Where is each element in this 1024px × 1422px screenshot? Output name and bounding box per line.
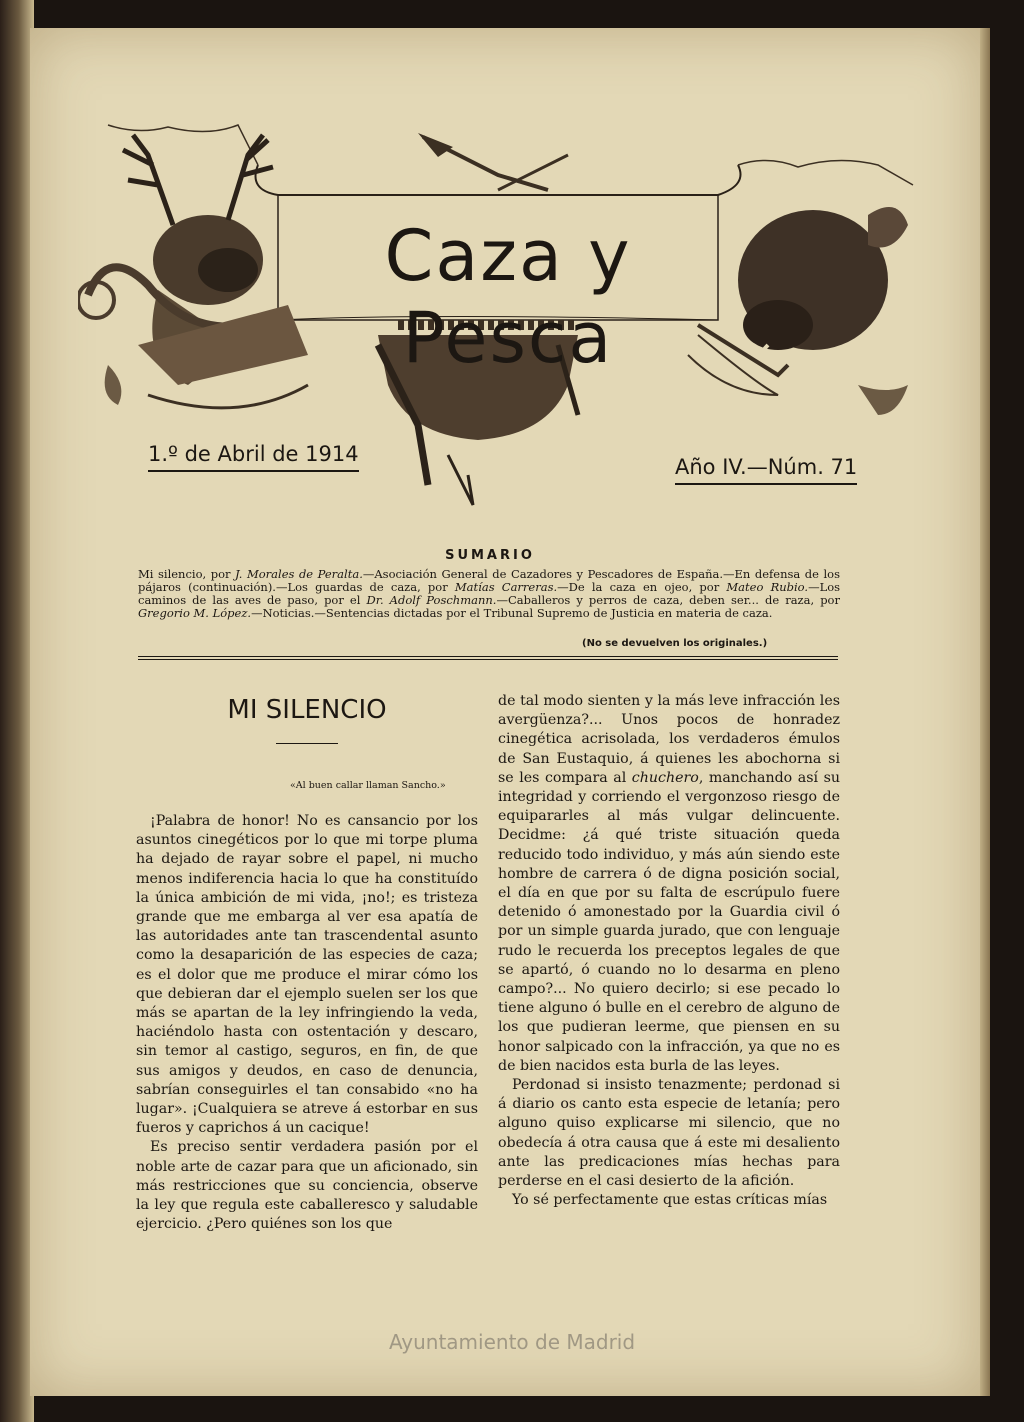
article-paragraph: Es preciso sentir verdadera pasión por el noble arte de cazar para que un aficionado, sin más restricciones que su conciencia, observe la ley que regula este caballeresco y saludable ejercicio. ¿Pero quiénes son los que (136, 1139, 478, 1233)
text-run: de tal modo sienten y la más leve infracción les avergüenza?... Unos pocos de honradez cinegética acrisolada, los verdaderos émulos de San Eustaquio, á quienes les abochorna si se les compara al (498, 693, 840, 786)
text-run-italic: chuchero (631, 769, 699, 786)
text-run: , manchando así su integridad y corriendo el vergonzoso riesgo de equipararles al más vulgar delincuente. Decidme: ¿á qué triste situación queda reducido todo individuo, y más aún siendo este hombre de carrera ó de digna posición social, el día en que por su falta de escrúpulo fuere detenido ó amonestado por la Guardia civil ó por un simple guarda jurado, que con lenguaje rudo le recuerda los preceptos legales de que se apartó, ó cuando no lo desarma en pleno campo?... No quiero decirlo; si ese pecado lo tiene alguno ó bulle en el cerebro de alguno de los que pudieran leerme, que piensen en su honor salpicado con la infracción, ya que no es de bien nacidos esta burla de las leyes. (498, 769, 840, 1074)
masthead-title: Caza y Pesca (384, 215, 632, 379)
section-divider (138, 656, 838, 660)
sumario-author: Matías Carreras. (454, 580, 558, 594)
sumario-part: —Caballeros y perros de caza, deben ser... de raza, por (496, 593, 840, 607)
sumario-part: —Asociación General de Cazadores y Pescadores de España.—En defensa de los pájaros (continuación).—Los guardas de caza, por (138, 567, 841, 594)
article-paragraph (498, 692, 840, 1076)
sumario-part: —Los caminos de las aves de paso, por el (138, 580, 841, 607)
page-edge (980, 28, 990, 1396)
sumario-author: J. Morales de Peralta. (235, 567, 363, 581)
title-divider (276, 743, 338, 744)
sumario-author: Gregorio M. López. (138, 606, 252, 620)
archive-watermark: Ayuntamiento de Madrid (388, 1330, 636, 1354)
article-paragraph: ¡Palabra de honor! No es cansancio por los asuntos cinegéticos por lo que mi torpe pluma ha dejado de rayar sobre el papel, ni mucho menos indiferencia hacia lo que ha constituído la única ambición de mi vida, ¡no!; es tristeza grande que me embarga al ver esa apatía de las autoridades ante tan trascendental asunto como la desaparición de las especies de caza; es el dolor que me produce el mirar cómo los que debieran dar el ejemplo suelen ser los que más se apartan de la ley infringiendo la veda, haciéndolo hasta con ostentación y descaro, sin temor al castigo, seguros, en fin, de que sus amigos y deudos, en caso de denuncia, sabrían conseguirles el tan consabido «no ha lugar». ¡Cualquiera se atreve á estorbar en sus fueros y caprichos á un cacique! (136, 813, 478, 1137)
sumario-text (138, 568, 840, 620)
sumario-part: Mi silencio, por (138, 567, 236, 581)
sumario-part: —Noticias.—Sentencias dictadas por el Tribunal Supremo de Justicia en materia de caza. (251, 606, 773, 620)
sumario-author: Mateo Rubio. (726, 580, 809, 594)
article-paragraph: Yo sé perfectamente que estas críticas mías (512, 1192, 828, 1209)
book-spine (0, 0, 34, 1422)
originals-note: (No se devuelven los originales.) (582, 638, 768, 649)
sumario-part: —De la caza en ojeo, por (557, 580, 727, 594)
article-column-left (136, 812, 478, 1234)
boar-head-icon (738, 207, 908, 375)
article-column-right (498, 692, 840, 1210)
article-epigraph: «Al buen callar llaman Sancho.» (290, 780, 446, 791)
sumario-heading: SUMARIO (445, 548, 535, 563)
issue-date: 1.º de Abril de 1914 (148, 442, 359, 472)
issue-number: Año IV.—Núm. 71 (675, 455, 857, 485)
article-title: MI SILENCIO (227, 695, 387, 725)
article-paragraph: Perdonad si insisto tenazmente; perdonad si á diario os canto esta especie de letanía; pero alguno quiso explicarse mi silencio, que no obedecía á otra causa que á este mi desaliento ante las predicaciones mías hechas para perderse en el casi desierto de la afición. (498, 1077, 840, 1190)
sumario-author: Dr. Adolf Poschmann. (366, 593, 497, 607)
